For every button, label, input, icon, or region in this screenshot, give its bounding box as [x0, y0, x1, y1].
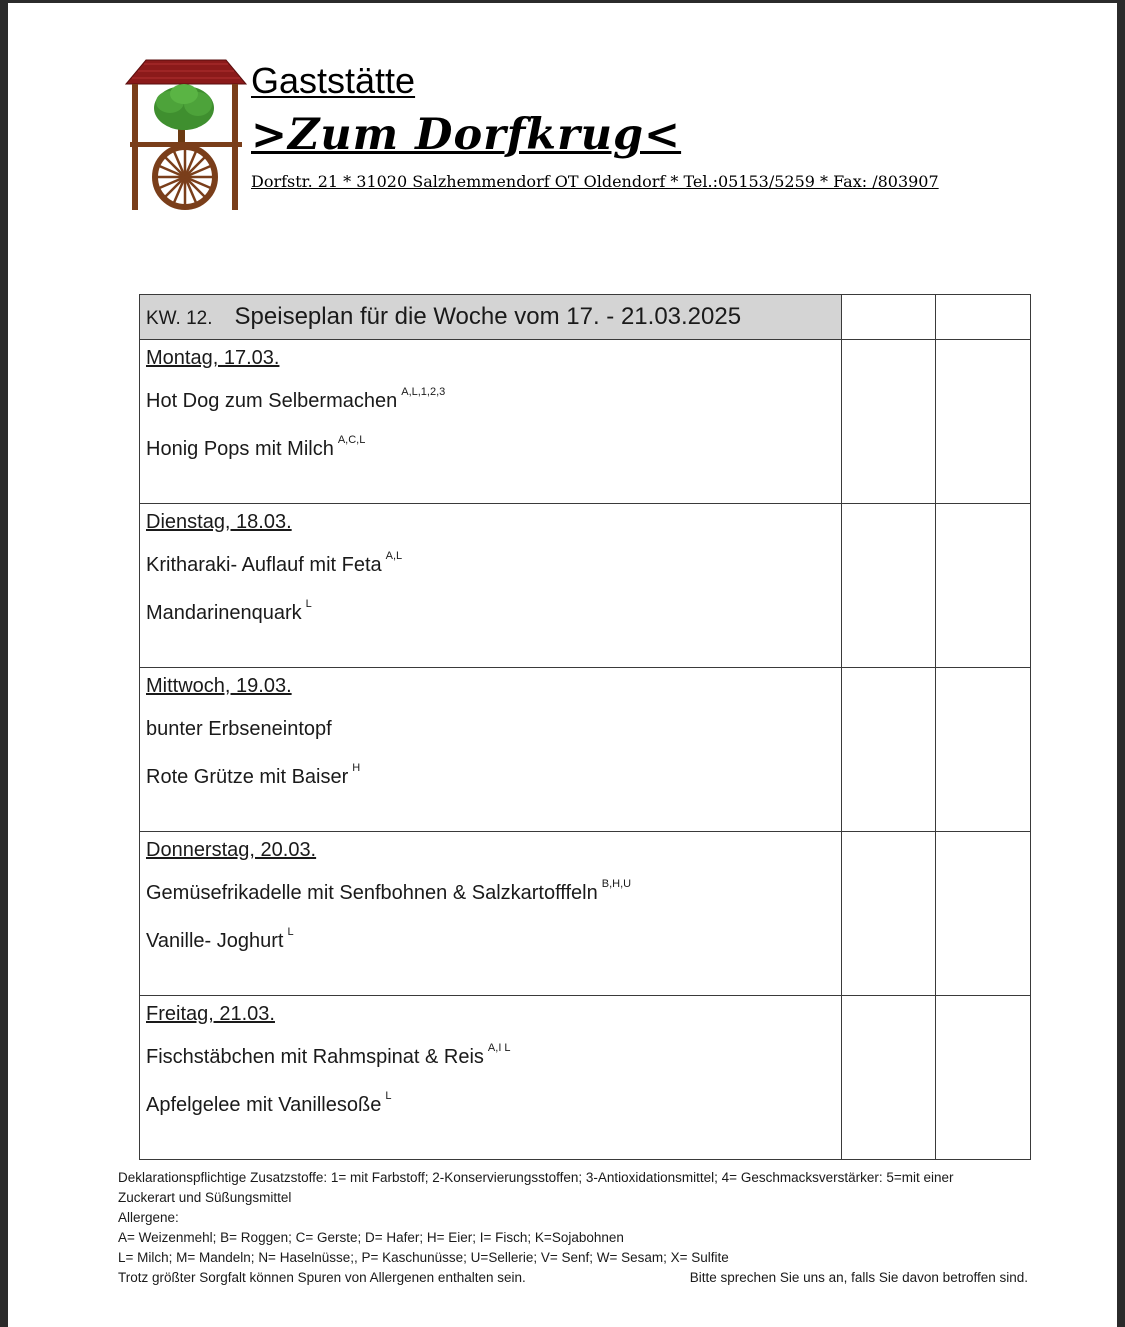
empty-cell	[936, 832, 1031, 996]
day-label: Freitag, 21.03.	[146, 1003, 275, 1025]
day-row-monday	[140, 340, 1031, 504]
day-label: Donnerstag, 20.03.	[146, 839, 317, 861]
allergen-footer	[118, 1168, 1028, 1288]
allergen-codes: A,I L	[487, 1042, 511, 1054]
calendar-week-label: KW. 12.	[146, 308, 213, 329]
restaurant-title-line2: >Zum Dorfkrug<	[251, 110, 682, 160]
allergen-codes: L	[287, 926, 294, 938]
dish-dessert: Mandarinenquark $^L$	[146, 598, 312, 624]
menu-title: Speiseplan für die Woche vom 17. - 21.03.2025	[234, 303, 742, 330]
allergen-codes: L	[305, 598, 312, 610]
menu-table-header-row	[140, 295, 1031, 340]
dish-main: Fischstäbchen mit Rahmspinat & Reis $^{A,I L}$	[146, 1042, 511, 1068]
empty-cell	[842, 996, 936, 1160]
empty-cell	[936, 340, 1031, 504]
empty-cell	[842, 832, 936, 996]
allergens-list-1: A= Weizenmehl; B= Roggen; C= Gerste; D= Hafer; H= Eier; I= Fisch; K=Sojabohnen	[118, 1230, 624, 1245]
empty-cell	[842, 295, 936, 340]
restaurant-logo	[122, 56, 250, 214]
allergens-heading: Allergene:	[118, 1210, 179, 1225]
allergen-codes: A,C,L	[337, 434, 366, 446]
dish-dessert: Vanille- Joghurt $^L$	[146, 926, 294, 952]
window-frame-top	[0, 0, 1125, 3]
window-frame-right	[1117, 0, 1125, 1327]
dish-main: Hot Dog zum Selbermachen $^{A,L,1,2,3}$	[146, 386, 446, 412]
allergen-codes: B,H,U	[601, 878, 632, 890]
window-frame-left	[0, 0, 8, 1327]
day-row-tuesday	[140, 504, 1031, 668]
empty-cell	[936, 295, 1031, 340]
disclaimer-line	[118, 1268, 1028, 1288]
restaurant-address: Dorfstr. 21 * 31020 Salzhemmendorf OT Oldendorf * Tel.:05153/5259 * Fax: /803907	[251, 172, 939, 191]
day-row-wednesday	[140, 668, 1031, 832]
additives-note-cont: Zuckerart und Süßungsmittel	[118, 1190, 292, 1205]
day-label: Mittwoch, 19.03.	[146, 675, 292, 697]
day-label: Dienstag, 18.03.	[146, 511, 292, 533]
empty-cell	[936, 668, 1031, 832]
dish-main: Kritharaki- Auflauf mit Feta $^{A,L}$	[146, 550, 403, 576]
day-row-friday	[140, 996, 1031, 1160]
day-row-thursday	[140, 832, 1031, 996]
dish-main: Gemüsefrikadelle mit Senfbohnen & Salzkartofffeln $^{B,H,U}$	[146, 878, 632, 904]
empty-cell	[842, 504, 936, 668]
restaurant-title-line1: Gaststätte	[251, 60, 416, 101]
allergen-codes: H	[352, 762, 361, 774]
allergen-codes: A,L	[385, 550, 403, 562]
allergens-list-2: L= Milch; M= Mandeln; N= Haselnüsse;, P= Kaschunüsse; U=Sellerie; V= Senf; W= Sesam; X= Sulfite	[118, 1250, 729, 1265]
allergen-codes: A,L,1,2,3	[401, 386, 446, 398]
empty-cell	[936, 996, 1031, 1160]
allergen-codes: L	[385, 1090, 392, 1102]
dish-dessert: Rote Grütze mit Baiser $^H$	[146, 762, 361, 788]
empty-cell	[842, 340, 936, 504]
dish-main: bunter Erbseneintopf	[146, 718, 332, 740]
menu-header-cell	[140, 295, 842, 340]
menu-table	[139, 294, 1031, 1160]
disclaimer-left: Trotz größter Sorgfalt können Spuren von Allergenen enthalten sein.	[118, 1270, 526, 1285]
day-label: Montag, 17.03.	[146, 347, 280, 369]
empty-cell	[842, 668, 936, 832]
dish-dessert: Honig Pops mit Milch $^{A,C,L}$	[146, 434, 366, 460]
additives-note: Deklarationspflichtige Zusatzstoffe: 1= mit Farbstoff; 2-Konservierungsstoffen; 3-Antioxidationsmittel; 4= Geschmacksverstärker: 5=mit einer	[118, 1170, 954, 1185]
dish-dessert: Apfelgelee mit Vanillesoße $^L$	[146, 1090, 392, 1116]
disclaimer-right: Bitte sprechen Sie uns an, falls Sie davon betroffen sind.	[689, 1270, 1028, 1285]
empty-cell	[936, 504, 1031, 668]
